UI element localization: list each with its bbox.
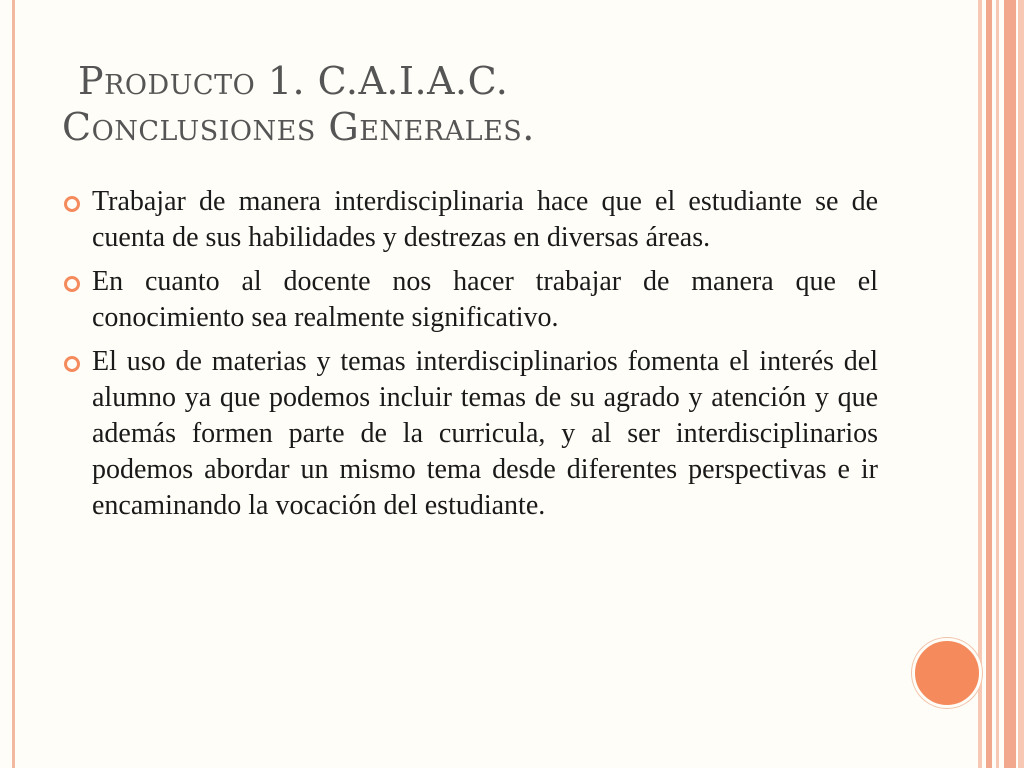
bullet-text: Trabajar de manera interdisciplinaria hace que el estudiante se de cuenta de sus habilidades y destrezas en diversas áreas. [92,186,878,253]
left-border-line [12,0,15,768]
circle-bullet-icon [64,196,80,212]
slide-title [62,58,882,150]
decorative-circle [912,638,982,708]
stripe [1004,0,1016,768]
bullet-item [64,264,878,336]
circle-bullet-icon [64,356,80,372]
bullet-text: En cuanto al docente nos hacer trabajar de manera que el conocimiento sea realmente significativo. [92,266,878,333]
bullet-text: El uso de materias y temas interdisciplinarios fomenta el interés del alumno ya que podemos incluir temas de su agrado y atención y que además formen parte de la curricula, y al ser interdisciplinarios podemos abordar un mismo tema desde diferentes perspectivas e ir encaminando la vocación del estudiante. [92,346,878,521]
bullet-item [64,184,878,256]
stripe [986,0,992,768]
stripe [1018,0,1024,768]
bullet-item [64,344,878,524]
right-decorative-stripes [978,0,1024,768]
stripe [978,0,982,768]
title-line-2: Conclusiones Generales. [62,105,535,149]
title-line-1: Producto 1. C.A.I.A.C. [78,59,509,103]
bullet-list [64,184,878,532]
circle-bullet-icon [64,276,80,292]
stripe [996,0,999,768]
